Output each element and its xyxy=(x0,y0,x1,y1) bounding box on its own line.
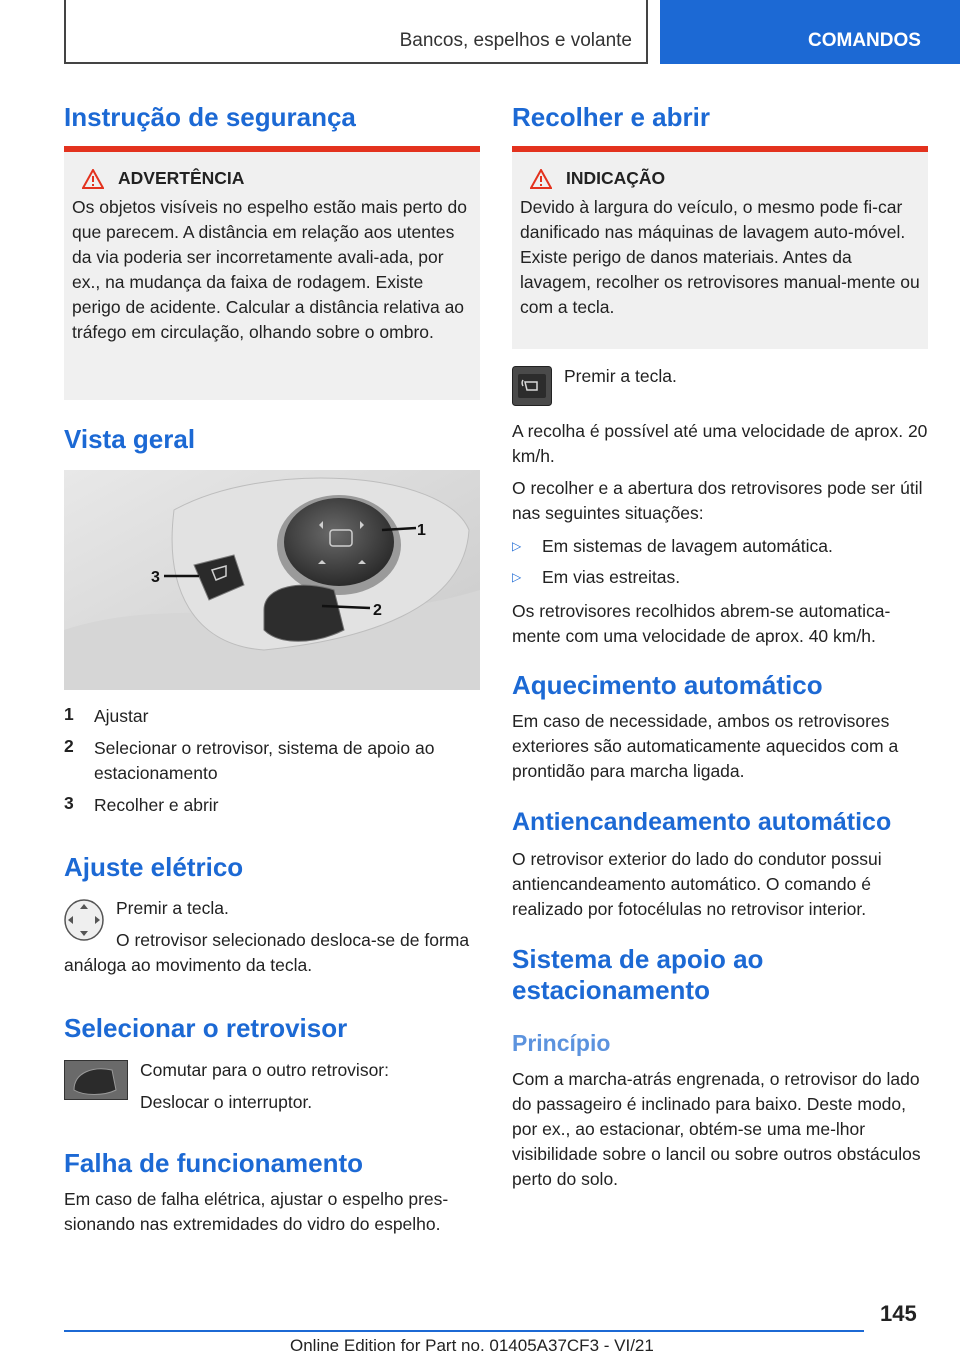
mirror-switch-icon xyxy=(64,1060,128,1100)
malfunction-heading: Falha de funcionamento xyxy=(64,1148,364,1178)
bullet-triangle-icon: ▷ xyxy=(512,539,522,553)
principle-text: Com a marcha-atrás engrenada, o retrovisor do lado do passageiro é inclinado para baixo. Deste modo, por ex., ao estacionar, obtém-se uma me-lhor visibilidade sobre o lancil ou sobre outros obstáculos perto do solo. xyxy=(512,1069,921,1189)
auto-heating-heading: Aquecimento automático xyxy=(512,670,823,700)
footer-rule xyxy=(64,1330,864,1332)
fold-step: Premir a tecla. xyxy=(564,366,677,386)
footer-edition: Online Edition for Part no. 01405A37CF3 - VI/21 xyxy=(290,1336,654,1355)
parking-heading-line1: Sistema de apoio ao xyxy=(512,944,764,974)
warning-title-row xyxy=(82,168,472,189)
legend-number-3: 3 xyxy=(64,793,74,813)
figure-label-2: 2 xyxy=(373,602,382,619)
mirror-selector-switch xyxy=(264,585,344,641)
mirror-controls-figure xyxy=(64,470,480,690)
note-title-row xyxy=(530,168,920,189)
bullet-triangle-icon: ▷ xyxy=(512,570,522,584)
legend-text-3: Recolher e abrir xyxy=(94,795,219,815)
warning-box xyxy=(64,146,480,400)
header-chapter-label: COMANDOS xyxy=(808,30,921,51)
overview-heading: Vista geral xyxy=(64,424,196,454)
adjust-knob xyxy=(284,498,394,586)
legend-text-1: Ajustar xyxy=(94,706,149,726)
fold-button-icon xyxy=(512,366,552,406)
figure-label-1: 1 xyxy=(417,522,426,539)
note-title: INDICAÇÃO xyxy=(566,168,666,188)
select-mirror-heading: Selecionar o retrovisor xyxy=(64,1013,348,1043)
note-triangle-icon xyxy=(530,169,552,189)
page-number: 145 xyxy=(880,1301,917,1326)
select-mirror-action: Deslocar o interruptor. xyxy=(140,1092,313,1112)
bullet-text: Em vias estreitas. xyxy=(542,567,681,587)
legend-text-2: Selecionar o retrovisor, sistema de apoio ao estacionamento xyxy=(94,738,435,783)
fold-speed-limit: A recolha é possível até uma velocidade de aprox. 20 km/h. xyxy=(512,421,928,466)
fold-heading: Recolher e abrir xyxy=(512,102,710,132)
fold-auto-open: Os retrovisores recolhidos abrem-se automatica-mente com uma velocidade de aprox. 40 km/h. xyxy=(512,601,891,646)
safety-heading: Instrução de segurança xyxy=(64,102,356,132)
figure-label-3: 3 xyxy=(151,569,160,586)
note-box xyxy=(512,146,928,349)
fold-situations-intro: O recolher e a abertura dos retrovisores pode ser útil nas seguintes situações: xyxy=(512,478,923,523)
header-section-box xyxy=(64,0,648,64)
warning-triangle-icon xyxy=(82,169,104,189)
warning-text: Os objetos visíveis no espelho estão mais perto do que parecem. A distância em relação aos utentes da via poderia ser incorretamente avali-ada, por ex., na mudança da faixa de rodagem. Existe perigo de acidente. Calcular a distância relativa ao tráfego em circulação, olhando sobre o ombro. xyxy=(72,197,467,342)
header-section-title: Bancos, espelhos e volante xyxy=(399,30,632,51)
electric-adjust-heading: Ajuste elétrico xyxy=(64,852,244,882)
principle-heading: Princípio xyxy=(512,1030,611,1056)
malfunction-text: Em caso de falha elétrica, ajustar o espelho pres-sionando nas extremidades do vidro do espelho. xyxy=(64,1189,449,1234)
legend-number-1: 1 xyxy=(64,704,74,724)
bullet-text: Em sistemas de lavagem automática. xyxy=(542,536,833,556)
electric-adjust-description: O retrovisor selecionado desloca-se de forma análoga ao movimento da tecla. xyxy=(64,930,470,975)
header-chapter-tab xyxy=(660,0,960,64)
electric-adjust-step: Premir a tecla. xyxy=(116,898,229,918)
auto-dimming-text: O retrovisor exterior do lado do condutor possui antiencandeamento automático. O comando é realizado por fotocélulas no retrovisor interior. xyxy=(512,849,882,919)
auto-dimming-heading: Antiencandeamento automático xyxy=(512,808,892,836)
parking-heading-line2: estacionamento xyxy=(512,975,710,1005)
select-mirror-step: Comutar para o outro retrovisor: xyxy=(140,1060,389,1080)
legend-number-2: 2 xyxy=(64,736,74,756)
warning-title: ADVERTÊNCIA xyxy=(118,168,245,188)
note-text: Devido à largura do veículo, o mesmo pode fi-car danificado nas máquinas de lavagem auto-móvel. Existe perigo de danos materiais. Antes da lavagem, recolher os retrovisores manual-mente ou com a tecla. xyxy=(520,197,920,317)
auto-heating-text: Em caso de necessidade, ambos os retrovisores exteriores são automaticamente aquecidos com a prontidão para marcha ligada. xyxy=(512,711,899,781)
